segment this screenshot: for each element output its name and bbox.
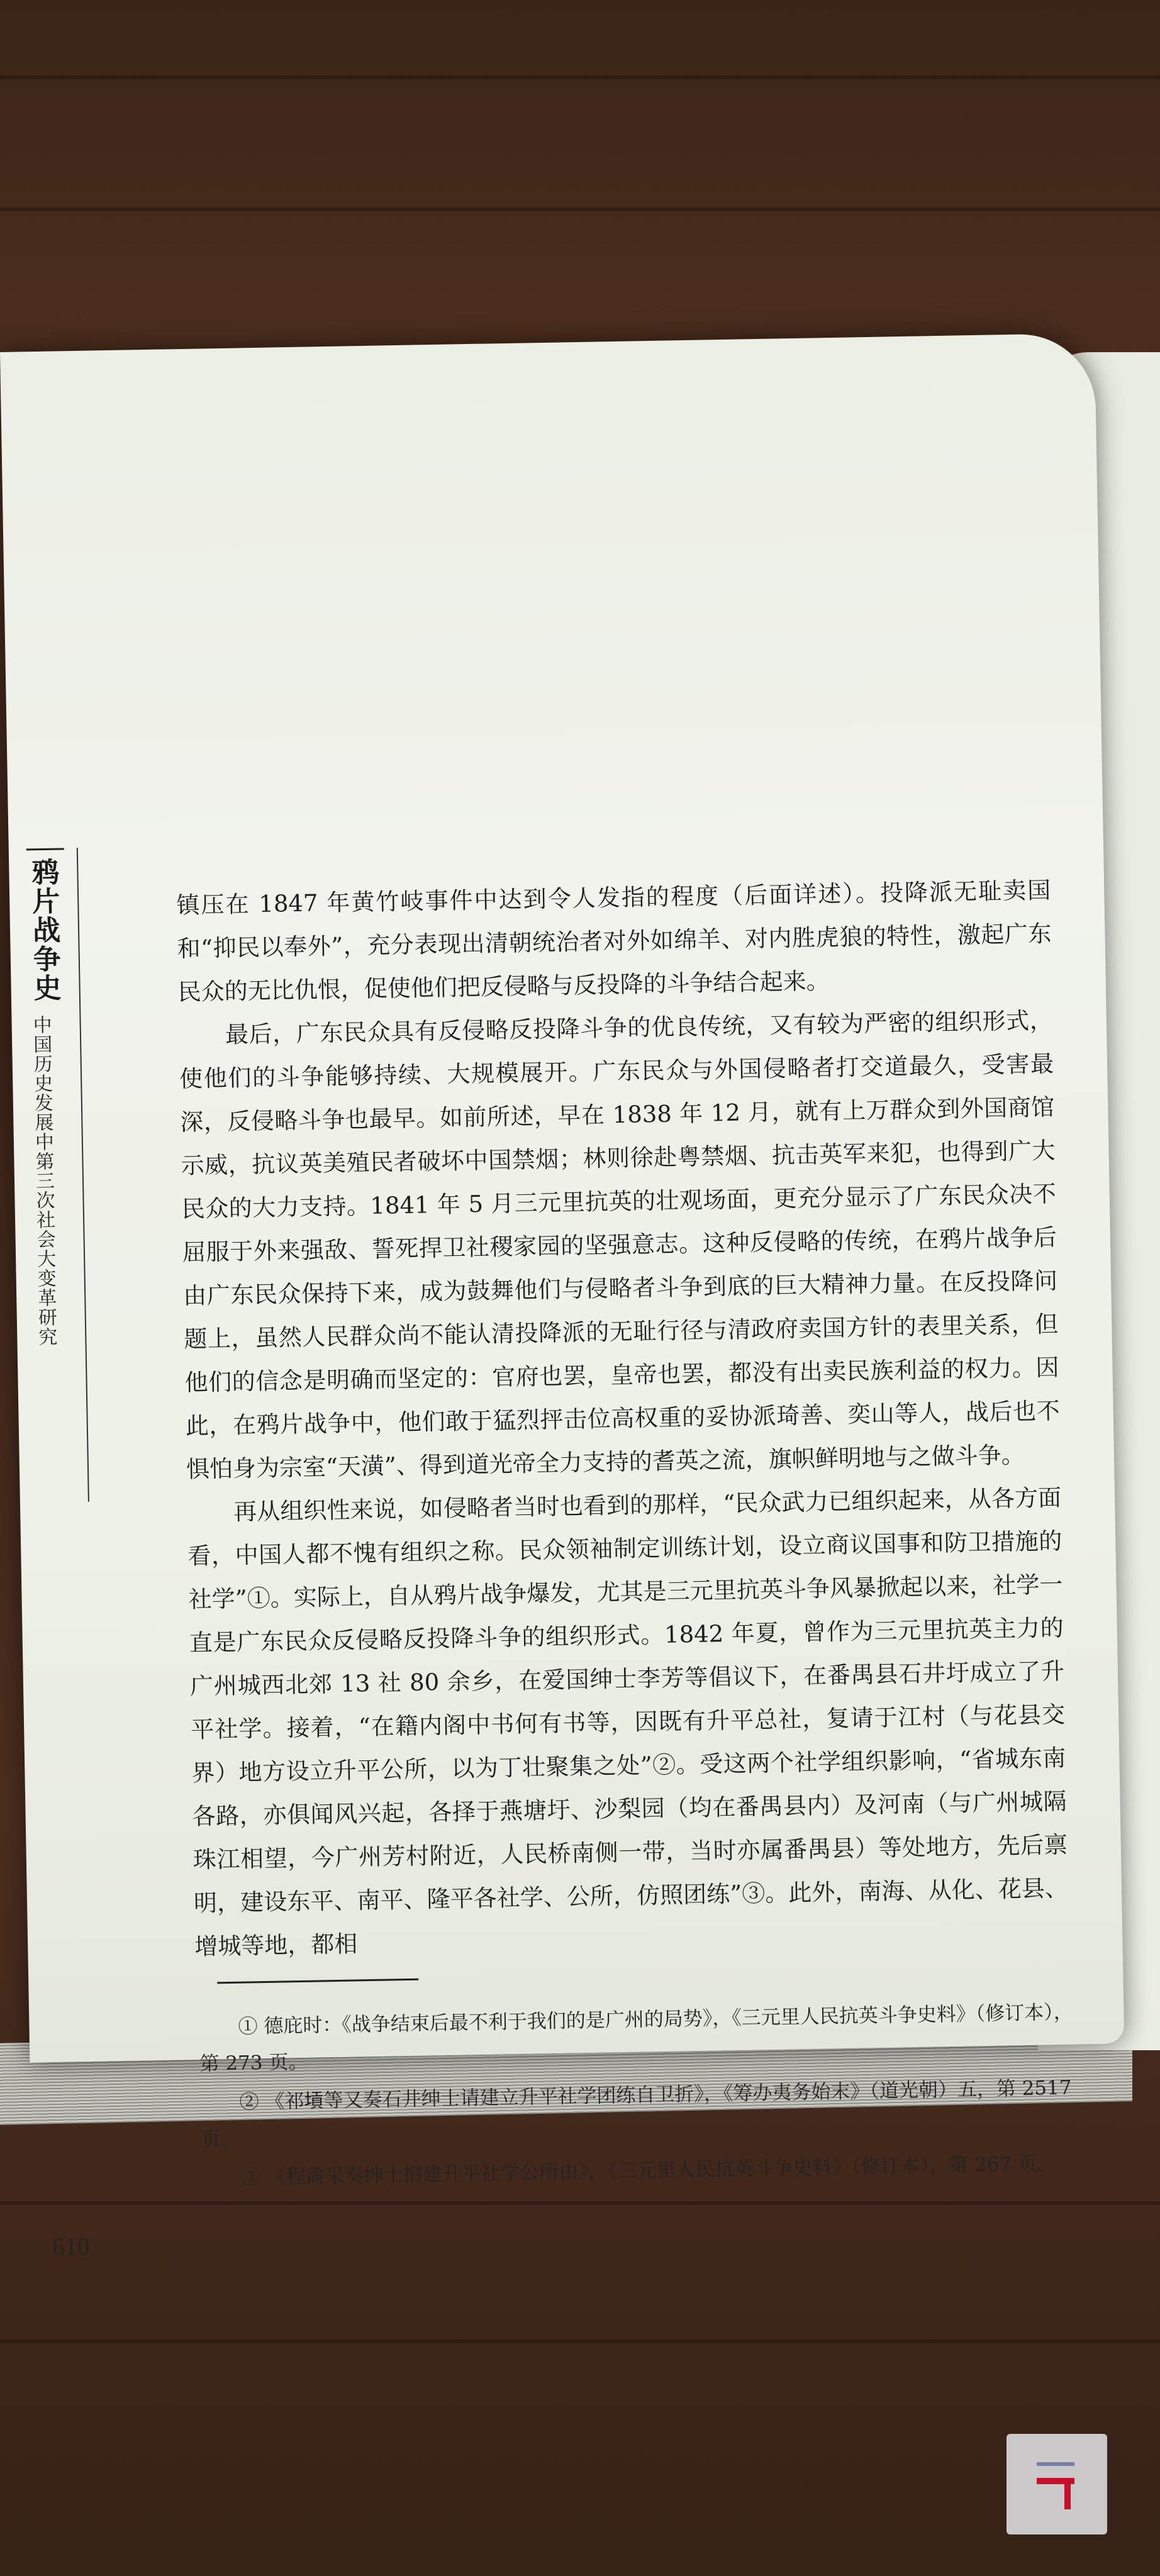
wood-grain (0, 2201, 1160, 2205)
footnote: ① 德庇时：《战争结束后最不利于我们的是广州的局势》，《三元里人民抗英斗争史料》（修订本），第 273 页。 (199, 2001, 1074, 2075)
wood-grain (0, 208, 1160, 211)
running-header (26, 848, 73, 1346)
paragraph: 镇压在 1847 年黄竹岐事件中达到令人发指的程度（后面详述）。投降派无耻卖国和“抑民以奉外”，充分表现出清朝统治者对外如绵羊、对内胜虎狼的特性，激起广东民众的无比仇恨，促使他们把反侵略与反投降的斗争结合起来。 (176, 876, 1052, 1006)
footnote-divider (217, 1979, 418, 1984)
logo-stroke (1037, 2462, 1074, 2466)
footnote: ③ 《程矞采奏绅士捐建升平社学公所由》，《三元里人民抗英斗争史料》（修订本），第 267 页。 (240, 2152, 1057, 2189)
book-title: 鸦片战争史 (26, 857, 62, 1003)
footnotes (199, 1994, 1076, 2199)
header-rule (77, 848, 89, 1502)
footnote: ② 《祁𡎴等又奏石井绅士请建立升平社学团练自卫折》，《筹办夷务始末》（道光朝）五，第 2517 页。 (201, 2076, 1072, 2151)
wood-grain (0, 2340, 1160, 2343)
book-subtitle: 中国历史发展中第三次社会大变革研究 (29, 1014, 57, 1347)
red-corner-logo-icon (1007, 2434, 1107, 2534)
paragraph: 再从组织性来说，如侵略者当时也看到的那样，“民众武力已组织起来，从各方面看，中国人都不愧有组织之称。民众领袖制定训练计划，设立商议国事和防卫措施的社学”①。实际上，自从鸦片战争爆发，尤其是三元里抗英斗争风暴掀起以来，社学一直是广东民众反侵略反投降斗争的组织形式。1842 年夏，曾作为三元里抗英主力的广州城西北郊 13 社 80 余乡，在爱国绅士李芳等倡议下，在番禺县石井圩成立了升平社学。接着，“在籍内阁中书何有书等，因既有升平总社，复请于江村（与花县交界）地方设立升平公所，以为丁壮聚集之处”②。受这两个社学组织影响，“省城东南各路，亦俱闻风兴起，各择于燕塘圩、沙梨园（均在番禺县内）及河南（与广州城隔珠江相望，今广州芳村附近，人民桥南侧一带，当时亦属番禺县）等处地方，先后禀明，建设东平、南平、隆平各社学、公所，仿照团练”③。此外，南海、从化、花县、增城等地，都相 (187, 1484, 1069, 1960)
logo-stroke (1064, 2478, 1071, 2509)
book-page (0, 333, 1124, 2262)
wood-grain (0, 75, 1160, 79)
page-number: 610 (52, 2231, 90, 2262)
paragraph: 最后，广东民众具有反侵略反投降斗争的优良传统，又有较为严密的组织形式，使他们的斗争能够持续、大规模展开。广东民众与外国侵略者打交道最久，受害最深，反侵略斗争也最早。如前所述，早在 1838 年 12 月，就有上万群众到外国商馆示威，抗议英美殖民者破坏中国禁烟；林则徐赴粤禁烟、抗击英军来犯，也得到广大民众的大力支持。1841 年 5 月三元里抗英的壮观场面，更充分显示了广东民众决不屈服于外来强敌、誓死捍卫社稷家园的坚强意志。这种反侵略的传统，在鸦片战争后由广东民众保持下来，成为鼓舞他们与侵略者斗争到底的巨大精神力量。在反投降问题上，虽然人民群众尚不能认清投降派的无耻行径与清政府卖国方针的表里关系，但他们的信念是明确而坚定的：官府也罢，皇帝也罢，都没有出卖民族利益的权力。因此，在鸦片战争中，他们敢于猛烈抨击位高权重的妥协派琦善、奕山等人，战后也不惧怕身为宗室“天潢”、得到道光帝全力支持的耆英之流，旗帜鲜明地与之做斗争。 (179, 1006, 1061, 1484)
main-text (176, 869, 1069, 1968)
